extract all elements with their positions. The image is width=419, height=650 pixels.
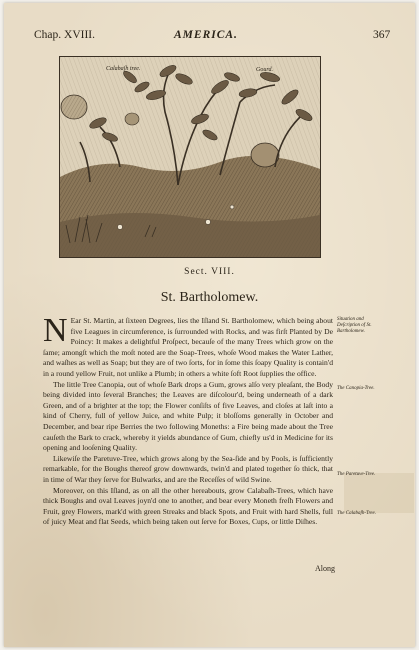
botanical-engraving — [60, 57, 320, 257]
running-title: AMERICA. — [174, 29, 238, 41]
body-text — [43, 312, 333, 528]
page-title: St. Bartholomew. — [160, 290, 259, 305]
paragraph: Moreover, on this Iſland, as on all the other hereabouts, grow Calabaſh-Trees, which have thick Boughs and oval Leaves joyn'd one to another, and bear every Moneth freſh Flowers and Fruit, grey Flowers, mark'd with green Streaks and black Spots, and Fruit with hard Shells, full of juicy Meat and flat Seeds, which being taken out ſerve for Boxes, Cups, or little Diſhes. — [43, 485, 333, 527]
page-number: 367 — [373, 29, 391, 41]
chapter-heading: Chap. XVIII. — [34, 29, 95, 41]
margin-note: The Canopia-Tree. — [337, 386, 375, 391]
plate-label-left: Calabaſh tree. — [106, 66, 141, 72]
paragraph: The little Tree Canopia, out of whoſe Bark drops a Gum, grows alſo very pleaſant, the Body being divided into ſeveral Branches; the Leaves are diſcolour'd, being underneath of a dark Green, and of a brighter at the top; the Flower conſiſts of five Leaves, and cloſes at laſt into a kind of Cherry, full of yellow Juice, and white Pulp; it bloſſoms generally in October and December, and bear ripe Berries the two following Moneths: a Fire being made about the Tree cauſeth the Bark to crack, whereby it yields abundance of Gum, chiefly us'd in Medicine for its opening and looſening Quality. — [43, 379, 333, 453]
drop-cap: N — [43, 312, 68, 349]
margin-note: The Calabaſh-Tree. — [337, 511, 376, 516]
margin-note: The Paretuve-Tree. — [337, 472, 376, 477]
paragraph: N Ear St. Martin, at ſixteen Degrees, lies the Iſland St. Bartholomew, which being about five Leagues in circumference, is ſurrounded with Rocks, and was firſt Planted by De Poincy: It makes a delightful Proſpect, becauſe of the many Trees which grow on the ſame; amongſt which the moſt noted are the Soap-Trees, whoſe Wood makes the Water Lather, and waſhes as well as Soap; but they are of two ſorts, for in ſome this ſoapy Quality is contain'd in a round yellow Fruit, not unlike a Plumb; in others a white ſoft Root ſupplies the office. — [43, 312, 333, 378]
paragraph: Likewiſe the Paretuve-Tree, which grows along by the Sea-ſide and by Pools, is ſufficiently remarkable, for the Boughs thereof grow downwards, twin'd and plated together ſo thick, that in time of War they ſerve for Bulwarks, and are the Receſſes of wild Swine. — [43, 453, 333, 484]
margin-note: Situation and Deſcription of St. Bartholomew. — [337, 317, 372, 334]
catchword: Along — [315, 564, 335, 573]
book-page — [4, 3, 415, 647]
section-heading: Sect. VIII. — [184, 267, 235, 277]
engraved-illustration — [59, 56, 321, 258]
plate-label-right: Gourd. — [256, 67, 273, 73]
paper-stain — [344, 473, 414, 513]
